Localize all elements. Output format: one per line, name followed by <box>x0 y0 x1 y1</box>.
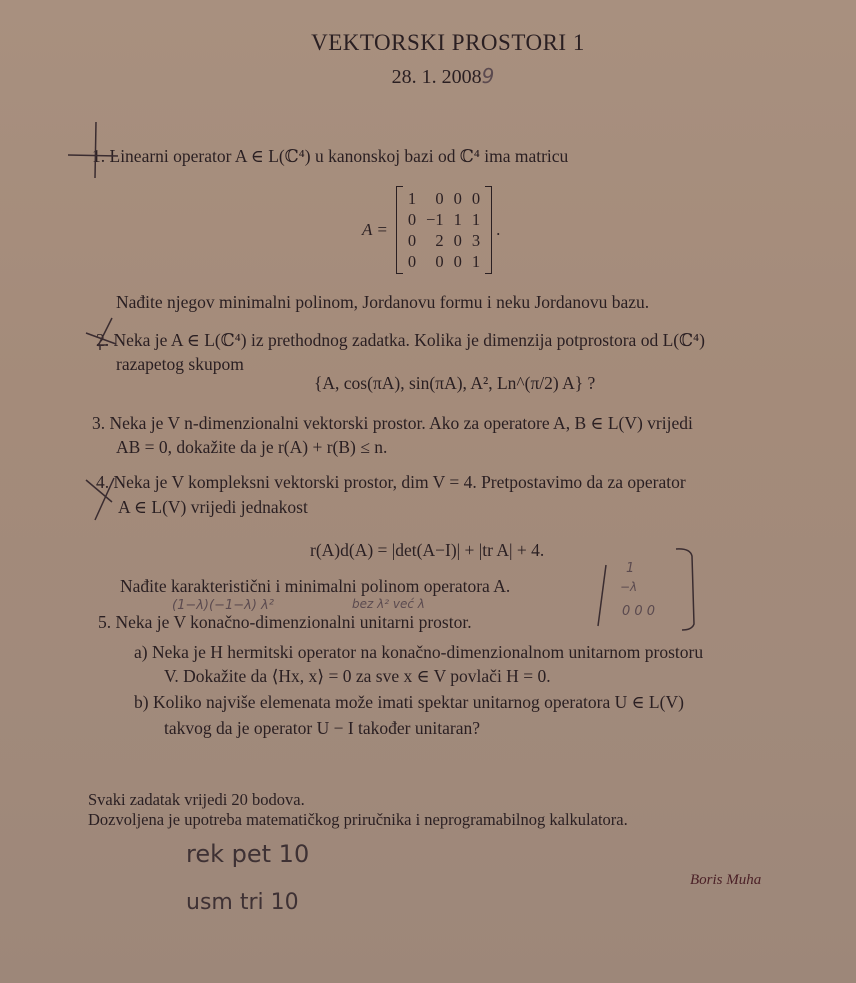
exam-date-text: 28. 1. 2008 <box>391 66 482 88</box>
matrix-cell: 0 <box>407 252 417 271</box>
problem-text-line1: Neka je V konačno-dimenzionalni unitarni prostor. <box>115 612 472 632</box>
matrix-cell: 0 <box>435 189 444 208</box>
problem-1 <box>92 146 568 167</box>
problem-5b-line2: takvog da je operator U − I također unitaran? <box>164 718 480 738</box>
exam-date <box>0 64 856 89</box>
matrix-cell: 0 <box>471 189 481 208</box>
problem-3 <box>92 413 693 434</box>
handwritten-note: (1−λ)(−1−λ) λ² <box>172 598 274 613</box>
problem-text-line1: Neka je V n-dimenzionalni vektorski prostor. Ako za operatore A, B ∈ L(V) vrijedi <box>109 413 693 433</box>
matrix-cell: 3 <box>471 231 481 250</box>
matrix-A <box>362 186 500 274</box>
right-bracket <box>485 186 492 274</box>
matrix-cell: 0 <box>407 231 417 250</box>
author-signature: Boris Muha <box>690 872 762 888</box>
problem-4-formula: r(A)d(A) = |det(A−I)| + |tr A| + 4. <box>310 540 545 560</box>
matrix-table <box>403 188 485 272</box>
points-note: Svaki zadatak vrijedi 20 bodova. <box>88 790 305 809</box>
problem-4-line2: A ∈ L(V) vrijedi jednakost <box>118 497 308 517</box>
problem-text: Linearni operator A ∈ L(ℂ⁴) u kanonskoj bazi od ℂ⁴ ima matricu <box>109 146 569 166</box>
handwritten-matrix-entry: 0 0 0 <box>622 604 656 619</box>
matrix-cell: 1 <box>471 252 481 271</box>
matrix-row <box>403 188 485 209</box>
part-label: b) <box>134 692 149 712</box>
matrix-cell: 1 <box>407 189 417 208</box>
allowed-aids-note: Dozvoljena je upotreba matematičkog priručnika i neprogramabilnog kalkulatora. <box>88 810 628 829</box>
matrix-cell: 0 <box>435 252 444 271</box>
handwritten-bracket-right <box>676 549 694 630</box>
problem-5a-line2: V. Dokažite da ⟨Hx, x⟩ = 0 za sve x ∈ V povlači H = 0. <box>164 666 551 686</box>
matrix-row <box>403 230 485 251</box>
matrix-cell: 1 <box>453 210 462 229</box>
problem-1-task: Nađite njegov minimalni polinom, Jordanovu formu i neku Jordanovu bazu. <box>116 292 650 312</box>
problem-text-line1: Neka je A ∈ L(ℂ⁴) iz prethodnog zadatka. Kolika je dimenzija potprostora od L(ℂ⁴) <box>113 330 705 350</box>
matrix-row <box>403 209 485 230</box>
problem-text-line1: Neka je V kompleksni vektorski prostor, dim V = 4. Pretpostavimo da za operator <box>113 472 686 492</box>
handwritten-matrix-entry: 1 <box>626 561 635 576</box>
problem-5b <box>134 692 684 713</box>
matrix-row <box>403 251 485 272</box>
part-label: a) <box>134 642 148 662</box>
problem-2-line2: razapetog skupom <box>116 354 244 374</box>
matrix-label: A = <box>362 220 388 239</box>
part-text-line1: Neka je H hermitski operator na konačno-dimenzionalnom unitarnom prostoru <box>151 642 704 662</box>
problem-4-task: Nađite karakteristični i minimalni polinom operatora A. <box>120 576 511 596</box>
problem-2-formula: {A, cos(πA), sin(πA), A², Ln^(π/2) A} ? <box>314 373 596 393</box>
matrix-cell: −1 <box>426 210 444 229</box>
matrix-trail: . <box>496 220 501 239</box>
handwritten-note: bez λ² već λ <box>352 597 425 611</box>
problem-number: 2. <box>96 330 110 350</box>
handwritten-bracket-left <box>598 565 606 626</box>
handwritten-matrix-entry: −λ <box>620 580 638 594</box>
problem-5a <box>134 642 703 663</box>
handwritten-grade-line: rek pet 10 <box>186 840 310 868</box>
matrix-cell: 0 <box>453 252 462 271</box>
page-title: VEKTORSKI PROSTORI 1 <box>311 30 585 55</box>
problem-3-line2: AB = 0, dokažite da je r(A) + r(B) ≤ n. <box>116 437 388 457</box>
handwritten-grade-line: usm tri 10 <box>186 890 299 915</box>
matrix-cell: 0 <box>453 231 462 250</box>
problem-number: 5. <box>98 612 112 632</box>
matrix-cell: 0 <box>453 189 462 208</box>
problem-5 <box>98 612 472 633</box>
problem-number: 3. <box>92 413 106 433</box>
problem-number: 4. <box>96 472 110 492</box>
problem-4 <box>96 472 686 493</box>
matrix-cell: 0 <box>407 210 417 229</box>
part-text-line1: Koliko najviše elemenata može imati spektar unitarnog operatora U ∈ L(V) <box>152 692 684 712</box>
problem-2 <box>96 330 705 351</box>
matrix-cell: 2 <box>435 231 444 250</box>
matrix-cell: 1 <box>471 210 481 229</box>
left-bracket <box>396 186 403 274</box>
problem-number: 1. <box>92 146 106 166</box>
date-correction: 9 <box>481 64 495 88</box>
